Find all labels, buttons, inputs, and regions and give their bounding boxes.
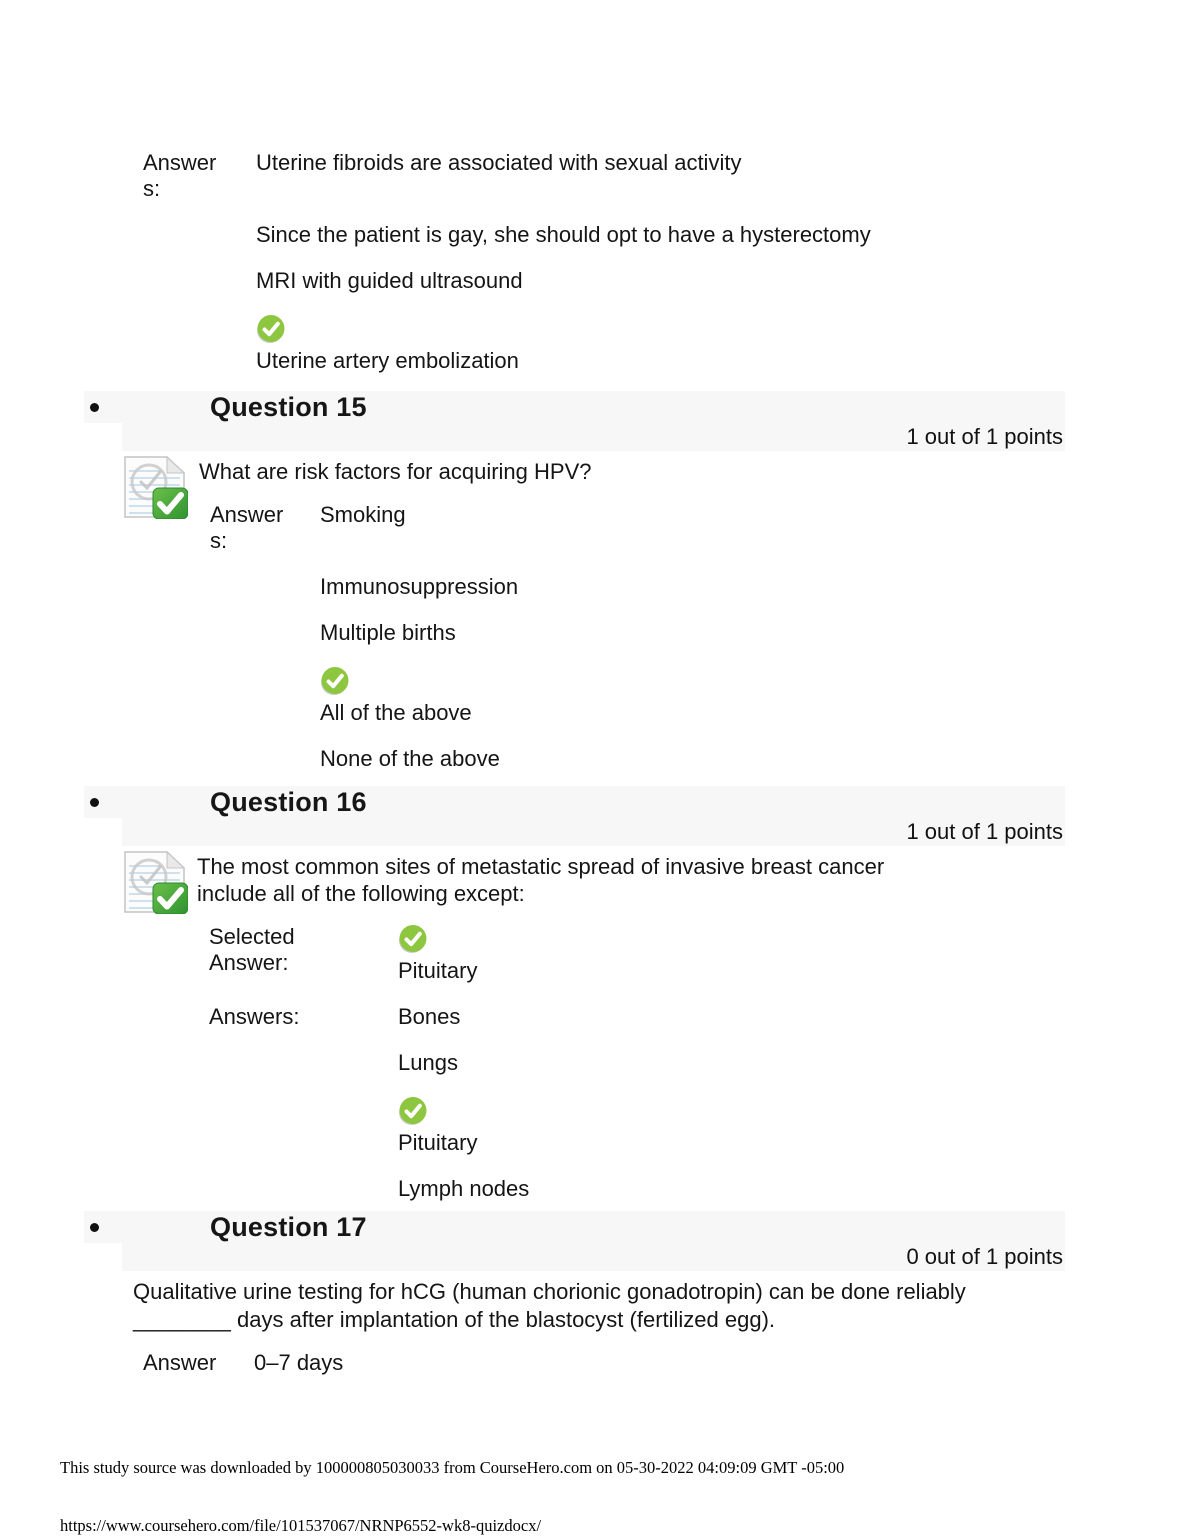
question-15-header — [84, 391, 1065, 423]
answer-option-row — [210, 574, 1190, 600]
answer-option-row — [143, 268, 1093, 294]
question-17-points: 0 out of 1 points — [122, 1243, 1065, 1271]
question-17-header — [84, 1211, 1065, 1243]
question-16-section — [0, 786, 1190, 1222]
answer-option: Bones — [398, 1004, 461, 1029]
correct-answer-option: Uterine artery embolization — [256, 348, 519, 373]
answer-value: 0–7 days — [254, 1350, 344, 1375]
answer-option-row — [210, 746, 1190, 772]
answer-option: Uterine fibroids are associated with sexual activity — [256, 150, 742, 175]
download-attribution-text: This study source was downloaded by 100000805030033 from CourseHero.com on 05-30-2022 04:09:09 GMT -05:00 — [60, 1458, 845, 1477]
question-16-text: The most common sites of metastatic spread of invasive breast cancer include all of the following except: — [197, 854, 885, 906]
answer-option: Lungs — [398, 1050, 458, 1075]
question-status-icon — [122, 455, 188, 519]
correct-answer-option: Pituitary — [398, 1130, 478, 1155]
answer-option: Since the patient is gay, she should opt to have a hysterectomy — [256, 222, 871, 247]
answer-option-row — [209, 1004, 1190, 1202]
answer-option-row — [143, 314, 1093, 374]
correct-answer-icon — [256, 314, 286, 344]
question-15-text: What are risk factors for acquiring HPV? — [199, 459, 592, 484]
question-17-text: Qualitative urine testing for hCG (human chorionic gonadotropin) can be done reliably ________ days after implantation of the blastocyst (fertilized egg). — [133, 1279, 966, 1332]
question-16-points: 1 out of 1 points — [122, 818, 1065, 846]
selected-answer-row — [209, 924, 1190, 984]
question-17-section — [0, 1211, 1190, 1376]
list-bullet — [90, 403, 99, 412]
answer-option-row — [210, 502, 1190, 554]
answer-option: Immunosuppression — [320, 574, 519, 599]
answer-option: Lymph nodes — [398, 1176, 530, 1201]
answer-label: Answer — [143, 1350, 217, 1375]
list-bullet — [90, 798, 99, 807]
answer-option: Smoking — [320, 502, 406, 527]
question-17-title: Question 17 — [210, 1212, 367, 1242]
source-url-text: https://www.coursehero.com/file/101537067/NRNP6552-wk8-quizdocx/ — [60, 1516, 542, 1535]
answer-option: None of the above — [320, 746, 500, 771]
selected-answer-label: Selected Answer: — [209, 924, 295, 975]
selected-answer-value: Pituitary — [398, 958, 478, 983]
correct-answer-icon — [320, 666, 350, 696]
question-16-header — [84, 786, 1065, 818]
answers-label: Answers: — [209, 1004, 300, 1029]
question-15-section — [0, 391, 1190, 792]
question-16-title: Question 16 — [210, 787, 367, 817]
answers-label: Answers: — [210, 502, 284, 553]
question-15-points: 1 out of 1 points — [122, 423, 1065, 451]
previous-question-answers — [143, 150, 1093, 394]
correct-answer-icon — [398, 924, 428, 954]
answer-option-row — [143, 222, 1093, 248]
answer-option: Multiple births — [320, 620, 456, 645]
answer-row — [143, 1350, 1190, 1376]
answer-option-row — [210, 620, 1190, 646]
list-bullet — [90, 1223, 99, 1232]
answer-option-row — [210, 666, 1190, 726]
answer-option: MRI with guided ultrasound — [256, 268, 523, 293]
answers-label: Answers: — [143, 150, 217, 201]
question-15-title: Question 15 — [210, 392, 367, 422]
correct-answer-icon — [398, 1096, 428, 1126]
answer-option-row — [143, 150, 1093, 202]
correct-answer-option: All of the above — [320, 700, 472, 725]
question-status-icon — [122, 850, 188, 914]
